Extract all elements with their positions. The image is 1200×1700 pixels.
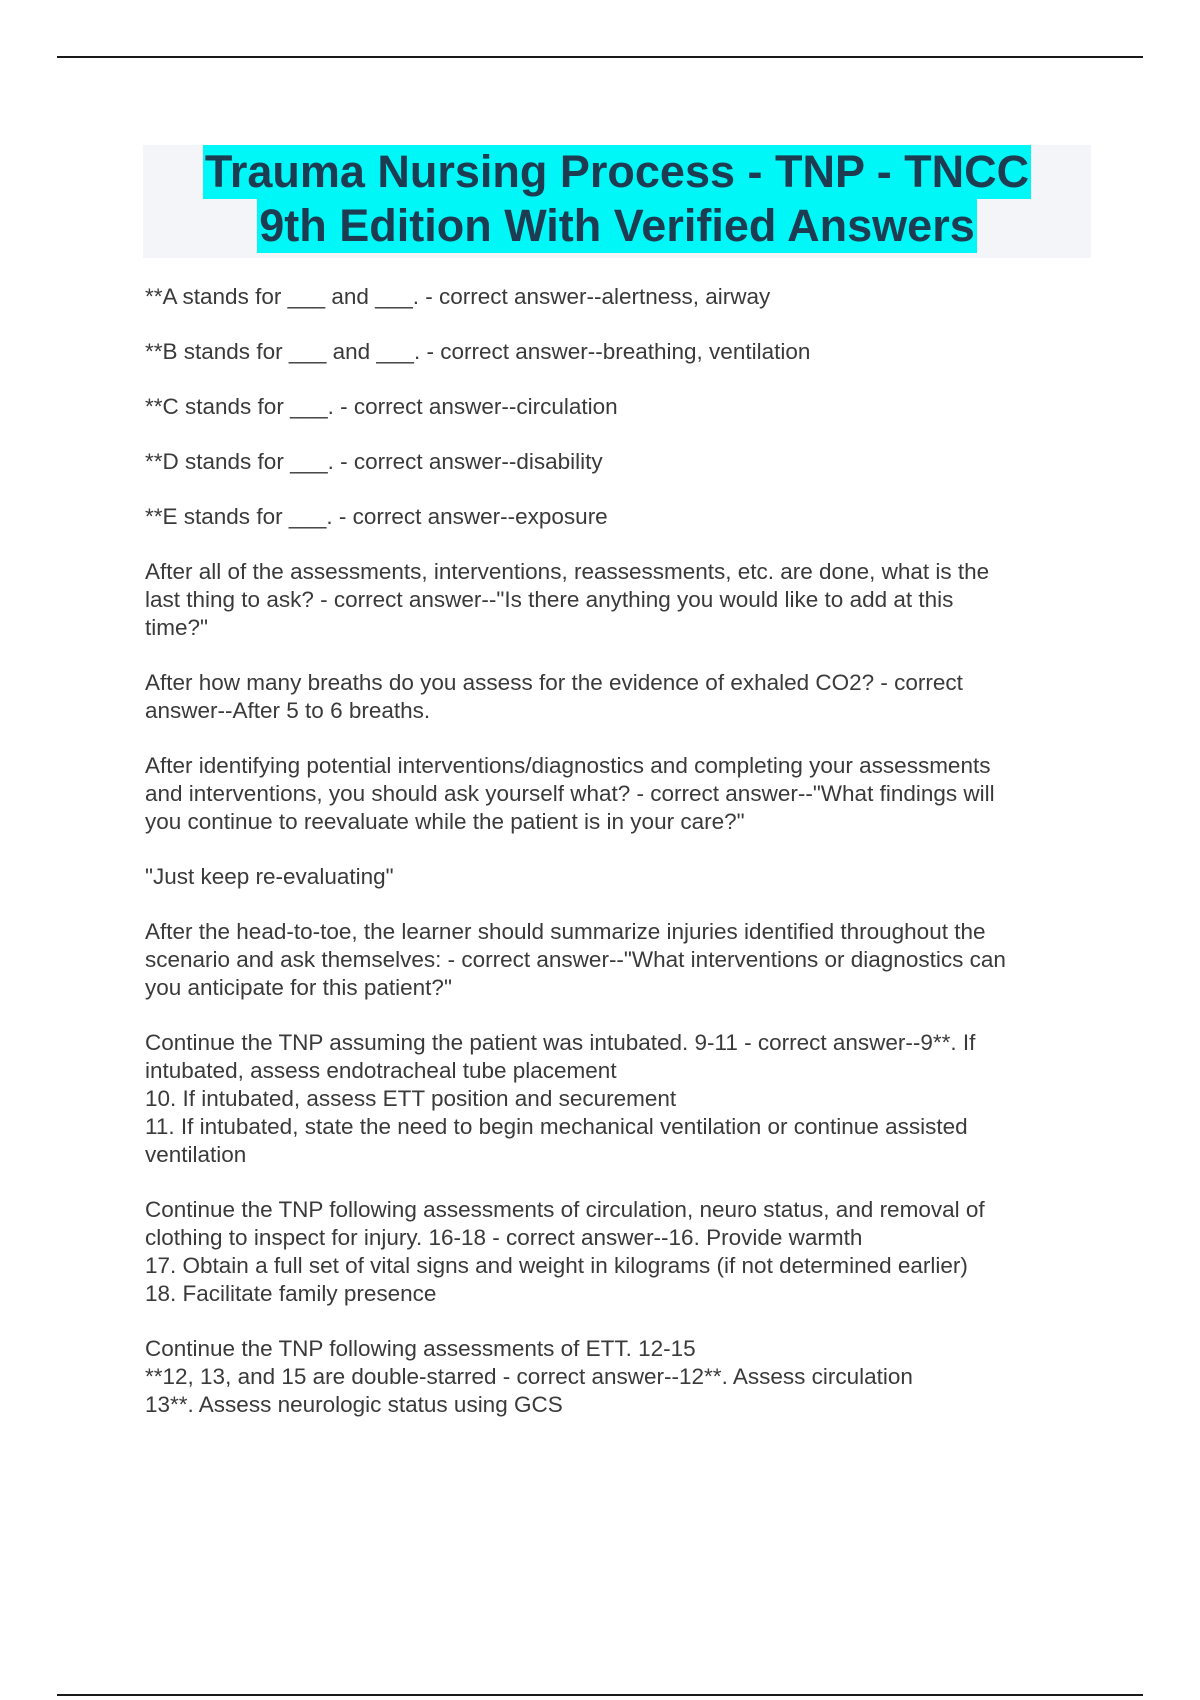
qa-line: 18. Facilitate family presence	[145, 1281, 437, 1306]
qa-line: intubated, assess endotracheal tube placement	[145, 1058, 617, 1083]
qa-line: ventilation	[145, 1142, 247, 1167]
qa-line: **12, 13, and 15 are double-starred - correct answer--12**. Assess circulation	[145, 1364, 913, 1389]
qa-item	[145, 448, 1080, 476]
bottom-rule	[57, 1694, 1143, 1696]
qa-line: Continue the TNP following assessments of circulation, neuro status, and removal of	[145, 1197, 985, 1222]
qa-item	[145, 1196, 1080, 1308]
qa-line: clothing to inspect for injury. 16-18 - correct answer--16. Provide warmth	[145, 1225, 863, 1250]
qa-item	[145, 1029, 1080, 1169]
qa-line: 13**. Assess neurologic status using GCS	[145, 1392, 563, 1417]
title-line-1: Trauma Nursing Process - TNP - TNCC	[204, 146, 1030, 197]
qa-item	[145, 1335, 1080, 1419]
title-line-2: 9th Edition With Verified Answers	[259, 200, 975, 251]
qa-item	[145, 918, 1080, 1002]
qa-line: time?"	[145, 615, 209, 640]
qa-line: **A stands for ___ and ___. - correct answer--alertness, airway	[145, 284, 771, 309]
qa-item	[145, 863, 1080, 891]
qa-line: **C stands for ___. - correct answer--circulation	[145, 394, 618, 419]
qa-list	[145, 283, 1080, 1446]
qa-item	[145, 283, 1080, 311]
qa-line: "Just keep re-evaluating"	[145, 864, 394, 889]
qa-line: last thing to ask? - correct answer--"Is there anything you would like to add at this	[145, 587, 954, 612]
qa-line: **E stands for ___. - correct answer--exposure	[145, 504, 608, 529]
qa-line: answer--After 5 to 6 breaths.	[145, 698, 431, 723]
qa-line: After all of the assessments, interventions, reassessments, etc. are done, what is the	[145, 559, 990, 584]
qa-line: **B stands for ___ and ___. - correct answer--breathing, ventilation	[145, 339, 811, 364]
qa-item	[145, 669, 1080, 725]
qa-line: 17. Obtain a full set of vital signs and weight in kilograms (if not determined earlier)	[145, 1253, 968, 1278]
qa-item	[145, 558, 1080, 642]
qa-line: and interventions, you should ask yourself what? - correct answer--"What findings will	[145, 781, 995, 806]
qa-line: you anticipate for this patient?"	[145, 975, 452, 1000]
qa-line: Continue the TNP assuming the patient was intubated. 9-11 - correct answer--9**. If	[145, 1030, 976, 1055]
qa-item	[145, 503, 1080, 531]
qa-line: After identifying potential interventions/diagnostics and completing your assessments	[145, 753, 991, 778]
top-rule	[57, 56, 1143, 58]
qa-line: After the head-to-toe, the learner should summarize injuries identified throughout the	[145, 919, 986, 944]
qa-item	[145, 393, 1080, 421]
qa-line: Continue the TNP following assessments of ETT. 12-15	[145, 1336, 696, 1361]
qa-line: scenario and ask themselves: - correct answer--"What interventions or diagnostics can	[145, 947, 1006, 972]
qa-item	[145, 752, 1080, 836]
qa-line: After how many breaths do you assess for the evidence of exhaled CO2? - correct	[145, 670, 963, 695]
title-banner	[143, 145, 1091, 258]
qa-line: you continue to reevaluate while the patient is in your care?"	[145, 809, 745, 834]
qa-line: 10. If intubated, assess ETT position and securement	[145, 1086, 677, 1111]
qa-line: 11. If intubated, state the need to begin mechanical ventilation or continue assisted	[145, 1114, 968, 1139]
qa-line: **D stands for ___. - correct answer--disability	[145, 449, 603, 474]
qa-item	[145, 338, 1080, 366]
